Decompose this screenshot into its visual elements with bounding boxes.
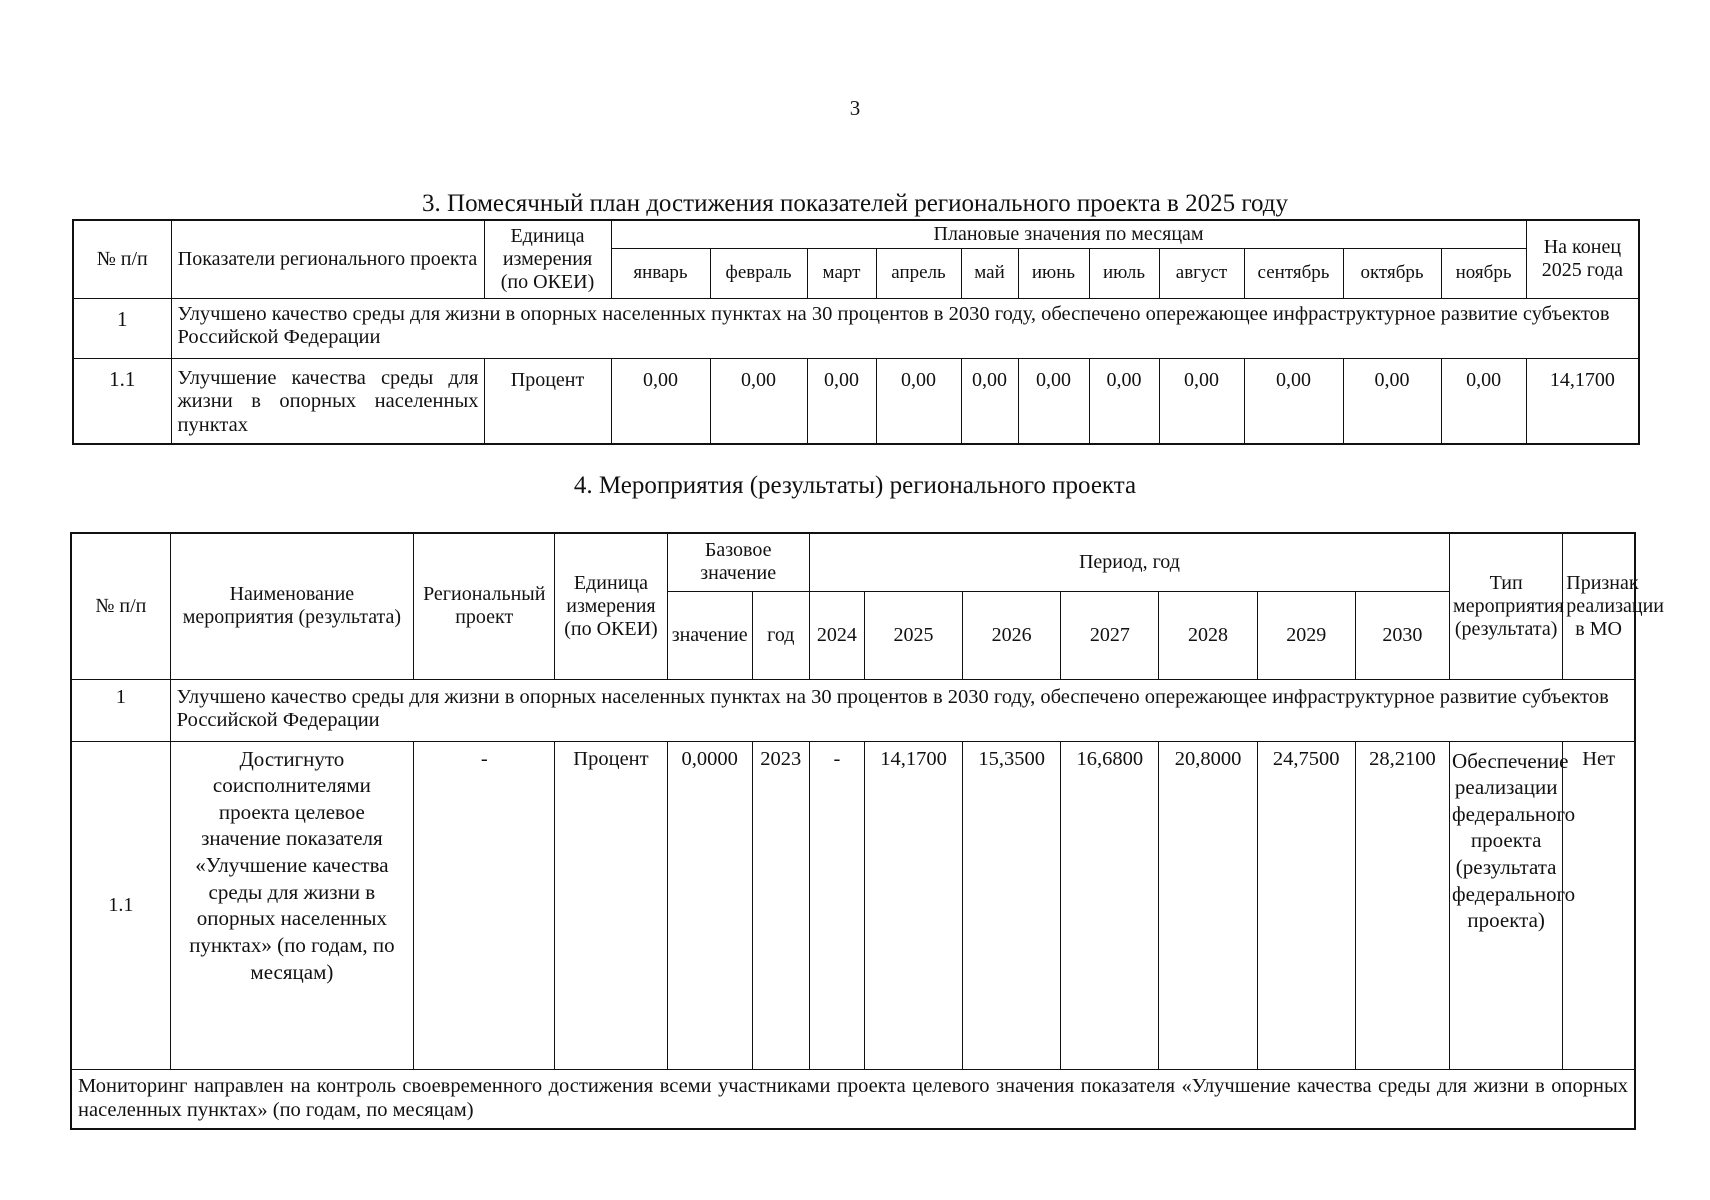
- year-value: 14,1700: [864, 741, 962, 1069]
- year-header: 2025: [864, 591, 962, 679]
- year-header: 2030: [1355, 591, 1449, 679]
- month-value: 0,00: [1441, 358, 1526, 444]
- month-header: май: [961, 248, 1018, 298]
- header-unit: Единица измерения (по ОКЕИ): [555, 533, 667, 679]
- goal-text: Улучшено качество среды для жизни в опорных населенных пунктах на 30 процентов в 2030 году, обеспечено опережающее инфраструктурное развитие субъектов Российской Федерации: [171, 298, 1639, 358]
- header-num: № п/п: [73, 220, 171, 298]
- row-number: 1.1: [71, 741, 170, 1069]
- year-value: 28,2100: [1355, 741, 1449, 1069]
- row-number: 1: [71, 679, 170, 741]
- month-value: 0,00: [1089, 358, 1159, 444]
- header-base-value: Базовое значение: [667, 533, 809, 591]
- monthly-plan-table: [72, 219, 1640, 445]
- year-value: 16,6800: [1061, 741, 1159, 1069]
- regional-project-cell: -: [414, 741, 555, 1069]
- end-of-year-value: 14,1700: [1526, 358, 1639, 444]
- base-value-cell: 0,0000: [667, 741, 752, 1069]
- unit-cell: Процент: [484, 358, 611, 444]
- year-header: 2028: [1159, 591, 1257, 679]
- month-header: январь: [611, 248, 710, 298]
- month-value: 0,00: [710, 358, 807, 444]
- section-4-title: 4. Мероприятия (результаты) регионального проекта: [573, 472, 1137, 499]
- event-type-cell: Обеспечение реализации федерального проекта (результата федерального проекта): [1450, 741, 1563, 1069]
- year-header: 2026: [963, 591, 1061, 679]
- row-number: 1.1: [73, 358, 171, 444]
- events-table: [70, 532, 1664, 1130]
- table-row: [71, 1069, 1635, 1129]
- month-header: июль: [1089, 248, 1159, 298]
- header-end-of-year: На конец 2025 года: [1526, 220, 1639, 298]
- table-row: [73, 298, 1639, 358]
- indicator-name: Улучшение качества среды для жизни в опорных населенных пунктах: [171, 358, 484, 444]
- year-value: -: [809, 741, 864, 1069]
- header-planned-values: Плановые значения по месяцам: [611, 220, 1526, 248]
- section-3-title: 3. Помесячный план достижения показателей регионального проекта в 2025 году: [422, 190, 1288, 217]
- header-num: № п/п: [71, 533, 170, 679]
- year-value: 20,8000: [1159, 741, 1257, 1069]
- month-value: 0,00: [961, 358, 1018, 444]
- goal-text: Улучшено качество среды для жизни в опорных населенных пунктах на 30 процентов в 2030 году, обеспечено опережающее инфраструктурное развитие субъектов Российской Федерации: [170, 679, 1635, 741]
- header-event-type: Тип мероприятия (результата): [1450, 533, 1563, 679]
- month-value: 0,00: [1018, 358, 1089, 444]
- mo-sign-cell: Нет: [1563, 741, 1635, 1069]
- header-period: Период, год: [809, 533, 1449, 591]
- year-header: 2024: [809, 591, 864, 679]
- event-name: Достигнуто соисполнителями проекта целевое значение показателя «Улучшение качества среды для жизни в опорных населенных пунктах» (по годам, по месяцам): [170, 741, 413, 1069]
- month-header: ноябрь: [1441, 248, 1526, 298]
- month-header: август: [1159, 248, 1244, 298]
- month-value: 0,00: [1159, 358, 1244, 444]
- year-value: 24,7500: [1257, 741, 1355, 1069]
- header-base-value-year: год: [752, 591, 809, 679]
- table-row: [73, 358, 1639, 444]
- monitoring-note: Мониторинг направлен на контроль своевременного достижения всеми участниками проекта целевого значения показателя «Улучшение качества среды для жизни в опорных населенных пунктах» (по годам, по месяцам): [71, 1069, 1635, 1129]
- header-indicator: Показатели регионального проекта: [171, 220, 484, 298]
- page-number: 3: [849, 96, 861, 120]
- header-base-value-value: значение: [667, 591, 752, 679]
- month-header: июнь: [1018, 248, 1089, 298]
- month-header: февраль: [710, 248, 807, 298]
- header-event-name: Наименование мероприятия (результата): [170, 533, 413, 679]
- month-header: апрель: [876, 248, 961, 298]
- month-value: 0,00: [1244, 358, 1343, 444]
- row-number: 1: [73, 298, 171, 358]
- base-year-cell: 2023: [752, 741, 809, 1069]
- month-value: 0,00: [1343, 358, 1441, 444]
- month-value: 0,00: [611, 358, 710, 444]
- month-value: 0,00: [876, 358, 961, 444]
- year-header: 2027: [1061, 591, 1159, 679]
- month-header: март: [807, 248, 876, 298]
- month-header: октябрь: [1343, 248, 1441, 298]
- table-row: [71, 679, 1635, 741]
- header-regional-project: Региональный проект: [414, 533, 555, 679]
- year-value: 15,3500: [963, 741, 1061, 1069]
- year-header: 2029: [1257, 591, 1355, 679]
- month-header: сентябрь: [1244, 248, 1343, 298]
- header-unit: Единица измерения (по ОКЕИ): [484, 220, 611, 298]
- month-value: 0,00: [807, 358, 876, 444]
- table-row: [71, 741, 1635, 1069]
- header-mo-sign: Признак реализации в МО: [1563, 533, 1635, 679]
- unit-cell: Процент: [555, 741, 667, 1069]
